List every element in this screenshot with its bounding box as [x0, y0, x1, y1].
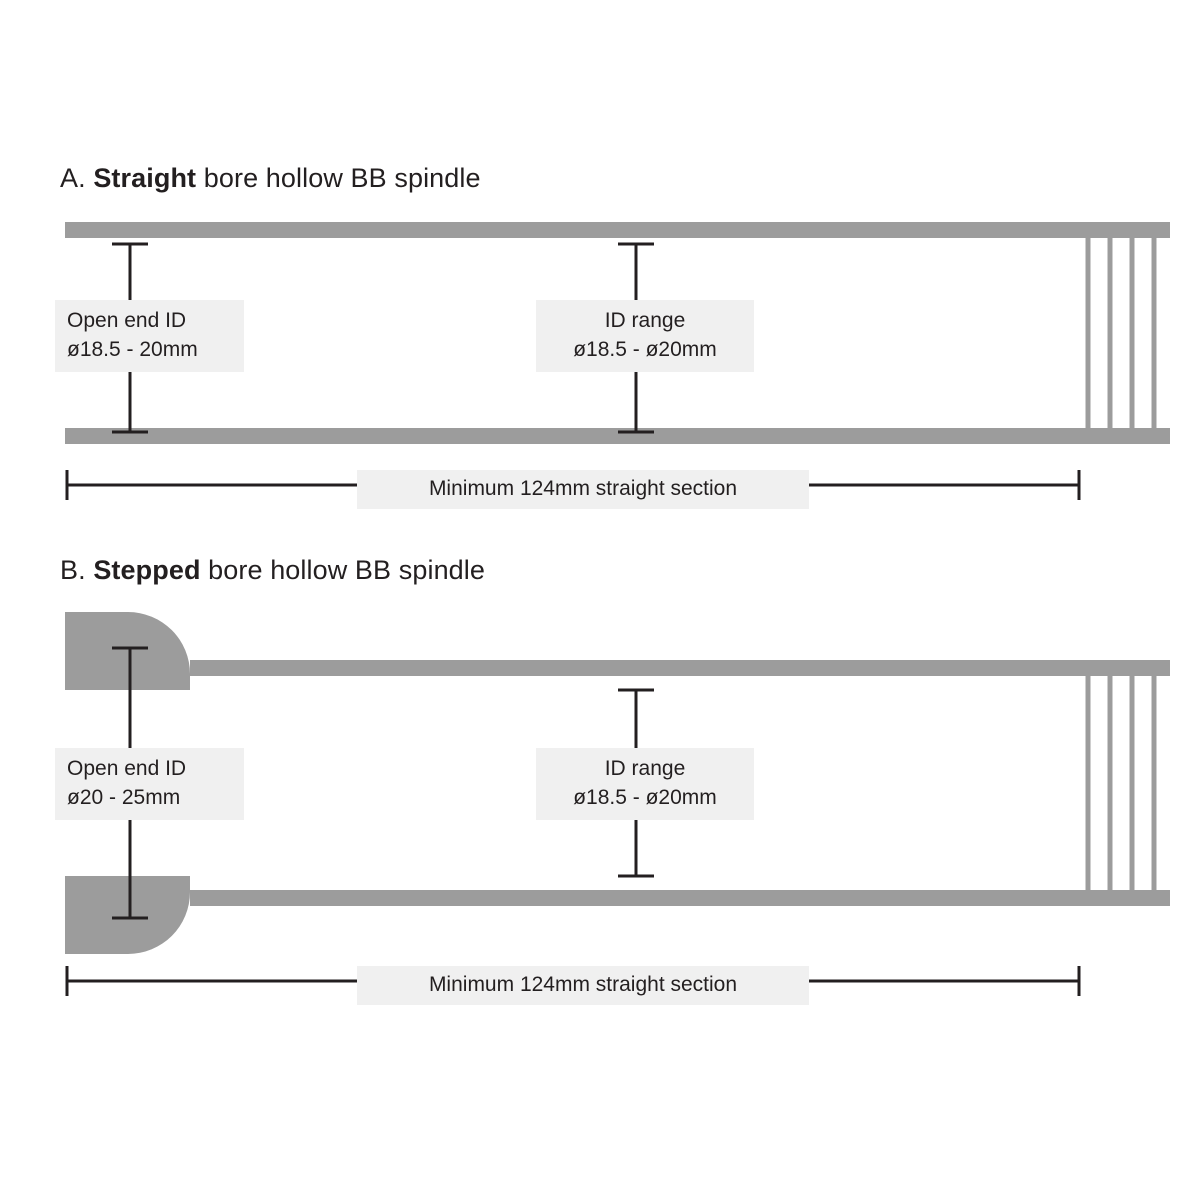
spindle-a-top-wall — [65, 222, 1170, 238]
section-b-title-strong: Stepped — [93, 555, 201, 585]
label-a-id-range-line1: ID range — [604, 309, 686, 332]
label-a-id-range — [536, 300, 754, 372]
label-a-open-end — [55, 300, 244, 372]
section-b-letter: B. — [60, 555, 86, 585]
spindle-a-bottom-wall — [65, 428, 1170, 444]
spindle-b-threads — [1088, 676, 1154, 890]
label-a-min-length: Minimum 124mm straight section — [357, 470, 809, 509]
label-a-id-range-line2: ø18.5 - ø20mm — [573, 338, 717, 361]
label-b-open-end-line2: ø20 - 25mm — [67, 786, 181, 809]
label-a-open-end-line2: ø18.5 - 20mm — [67, 338, 198, 361]
label-b-id-range-line1: ID range — [604, 757, 686, 780]
section-a-title-strong: Straight — [93, 163, 197, 193]
label-a-open-end-line1: Open end ID — [67, 309, 187, 332]
section-a-letter: A. — [60, 163, 86, 193]
label-b-min-length: Minimum 124mm straight section — [357, 966, 809, 1005]
spindle-a-threads — [1088, 238, 1154, 428]
label-b-open-end — [55, 748, 244, 820]
section-b-title-rest: bore hollow BB spindle — [200, 555, 486, 585]
spindle-b-top-wall — [65, 612, 1170, 690]
spindle-b-bottom-wall — [65, 876, 1170, 954]
label-b-open-end-line1: Open end ID — [67, 757, 187, 780]
label-b-id-range — [536, 748, 754, 820]
label-b-id-range-line2: ø18.5 - ø20mm — [573, 786, 717, 809]
section-a-title-rest: bore hollow BB spindle — [196, 163, 481, 193]
